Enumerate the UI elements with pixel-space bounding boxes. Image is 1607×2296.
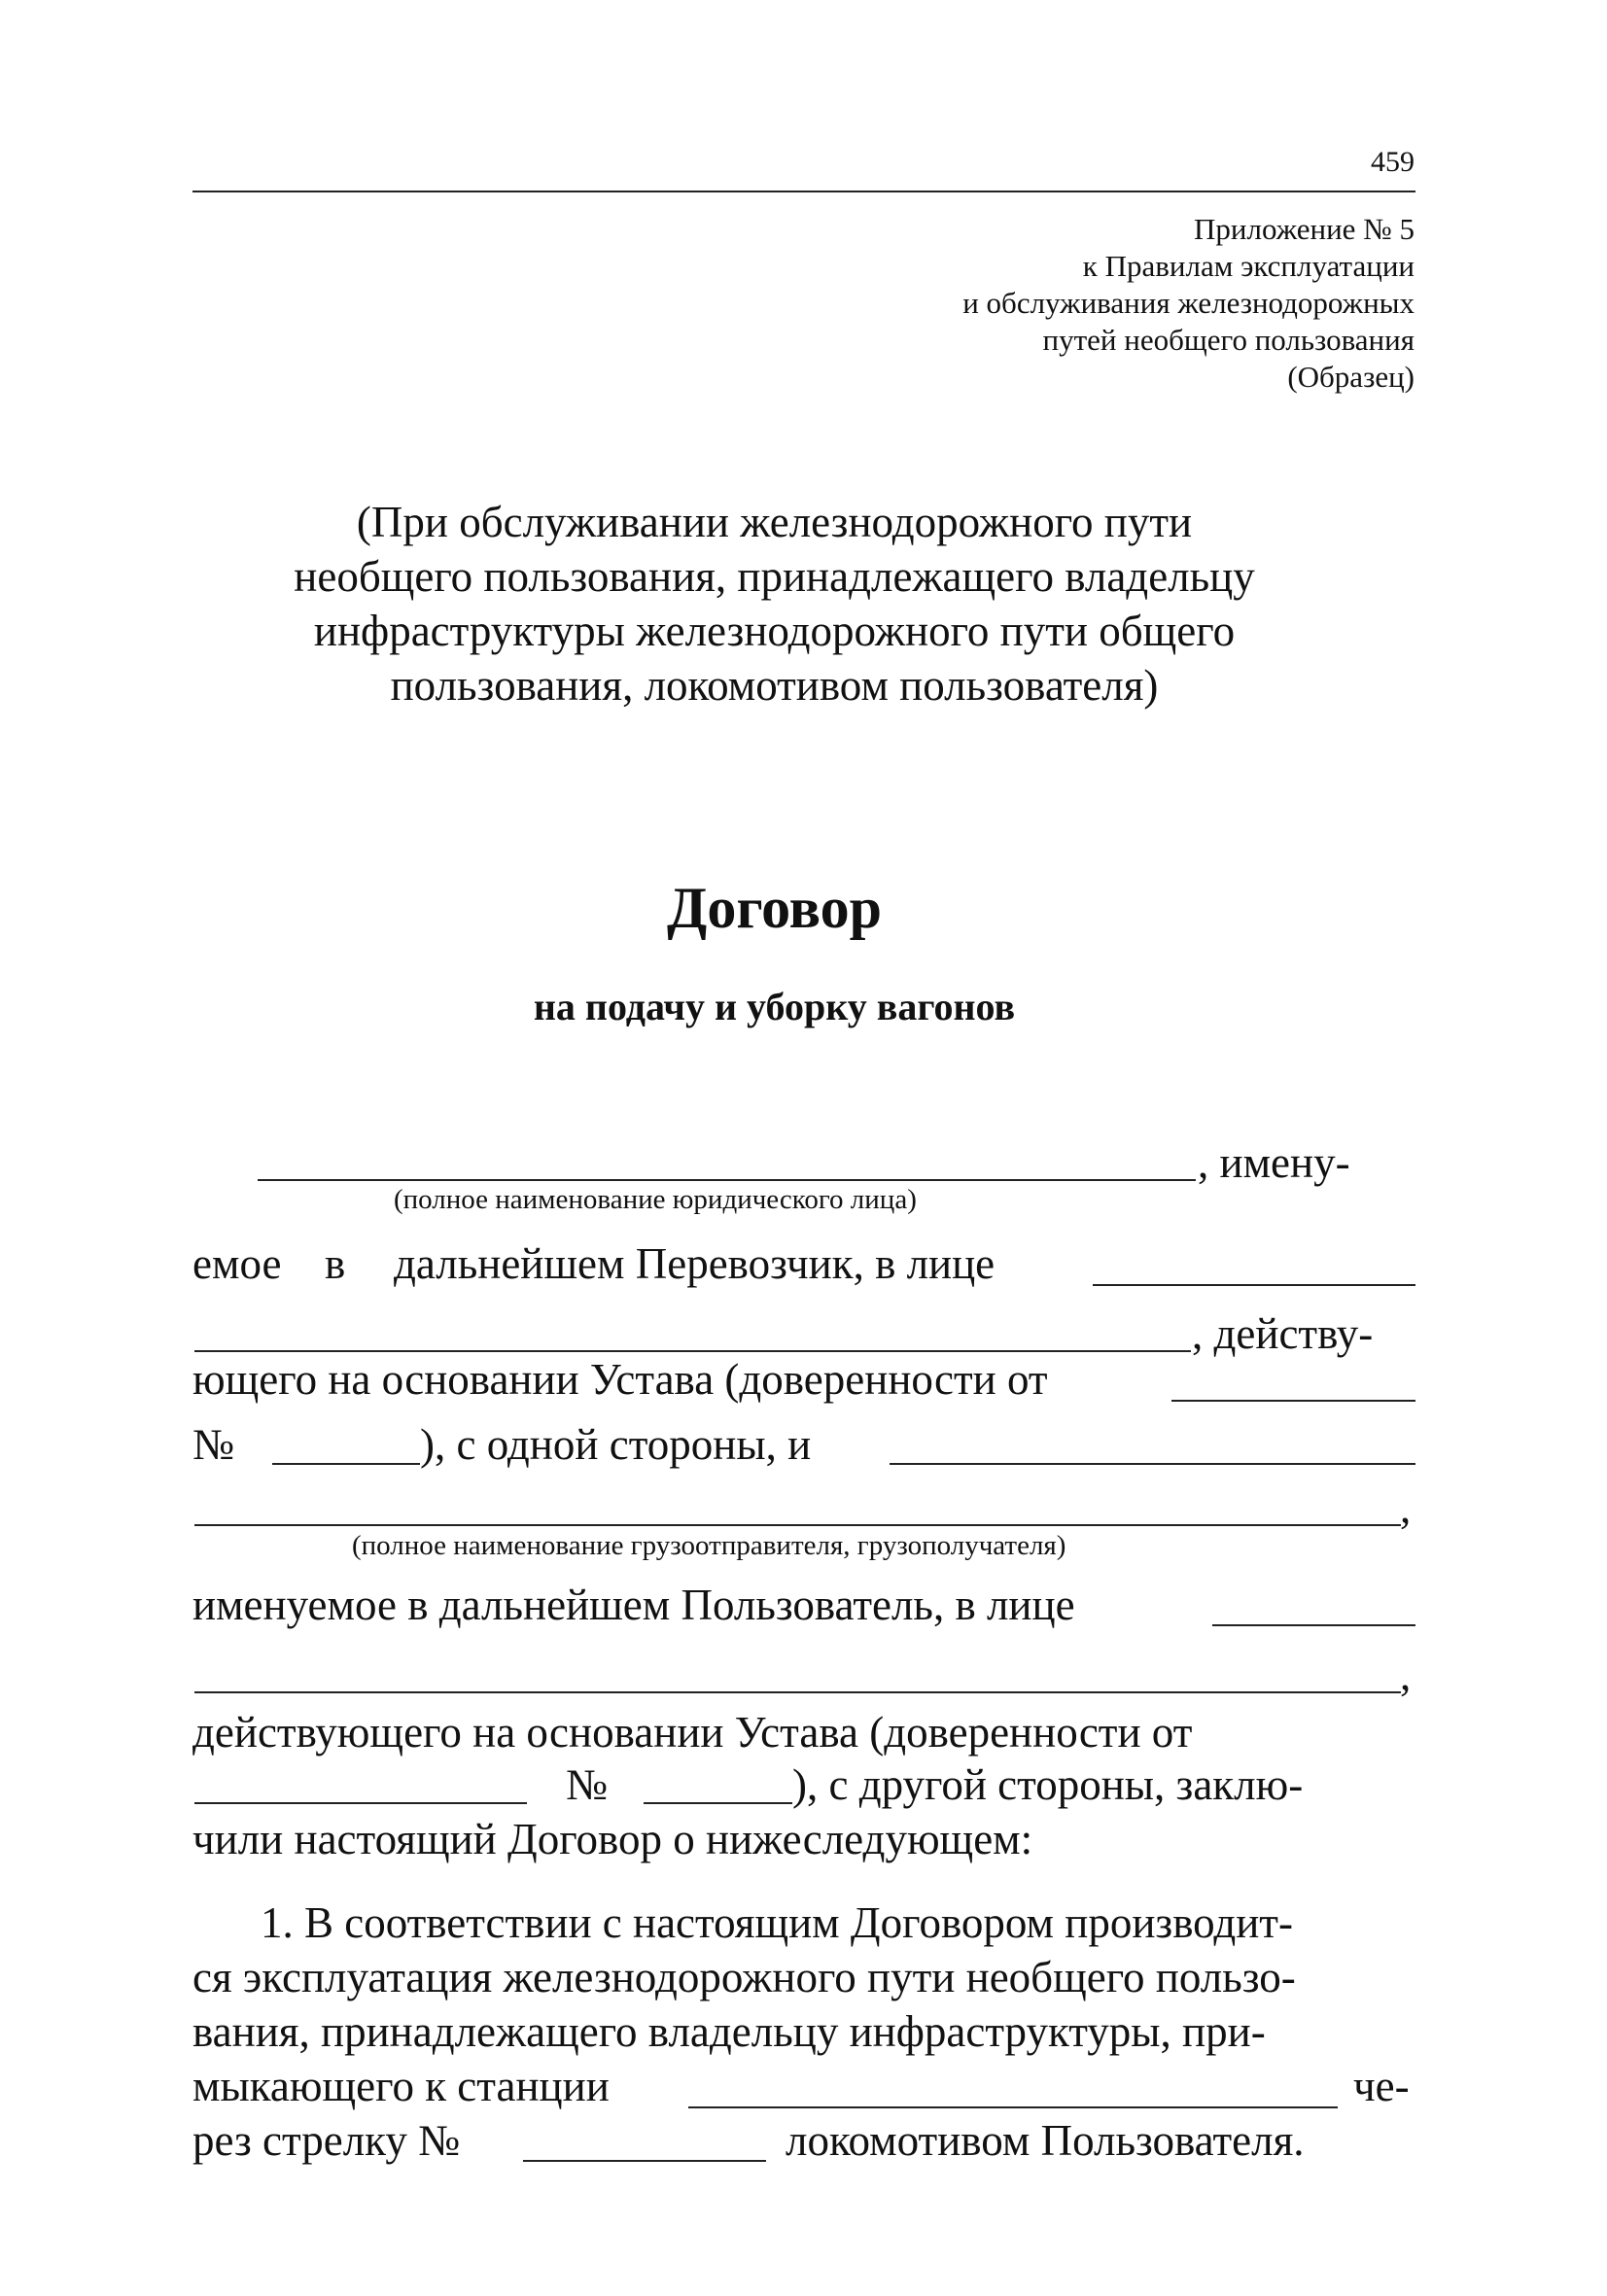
- appendix-line-1: Приложение № 5: [1194, 212, 1415, 246]
- form-line-5-b: ), с одной стороны, и: [420, 1420, 812, 1469]
- blank-carrier-power-number: [272, 1463, 420, 1465]
- blank-user-name-2: [194, 1524, 1401, 1526]
- form-line-9: действующего на основании Устава (доверенности от: [192, 1708, 1193, 1757]
- form-line-2-c: дальнейшем Перевозчик, в лице: [394, 1239, 996, 1288]
- intro-line-3: инфраструктуры железнодорожного пути общего: [313, 607, 1236, 655]
- form-line-3-end: , действу-: [1192, 1309, 1374, 1358]
- clause-1-line-4-b: че-: [1353, 2062, 1410, 2110]
- blank-carrier-power-date: [1171, 1400, 1415, 1402]
- intro-line-2: необщего пользования, принадлежащего владельцу: [294, 552, 1255, 601]
- clause-1-line-5-a: рез стрелку №: [192, 2116, 461, 2165]
- form-line-10-b: ), с другой стороны, заклю-: [792, 1760, 1304, 1809]
- blank-user-name-1: [890, 1463, 1415, 1465]
- caption-user-name: (полное наименование грузоотправителя, грузополучателя): [352, 1530, 1066, 1561]
- blank-carrier-rep-1: [1093, 1284, 1415, 1286]
- appendix-line-2: к Правилам эксплуатации: [1082, 249, 1415, 283]
- header-rule: [192, 191, 1415, 192]
- clause-1-line-4-a: мыкающего к станции: [192, 2062, 610, 2110]
- blank-user-power-number: [644, 1802, 792, 1804]
- blank-user-power-date: [194, 1802, 527, 1804]
- blank-user-rep-2: [194, 1691, 1401, 1693]
- document-title: Договор: [667, 876, 882, 940]
- blank-user-rep-1: [1212, 1624, 1415, 1626]
- intro-line-4: пользования, локомотивом пользователя): [390, 661, 1159, 710]
- clause-1-line-5-b: локомотивом Пользователя.: [786, 2116, 1305, 2165]
- form-line-8-end: ,: [1400, 1651, 1412, 1699]
- form-line-4: ющего на основании Устава (доверенности от: [192, 1355, 1048, 1404]
- blank-carrier-rep-2: [194, 1350, 1191, 1352]
- appendix-line-3: и обслуживания железнодорожных: [962, 286, 1415, 320]
- clause-1-line-2: ся эксплуатация железнодорожного пути необщего пользо-: [192, 1953, 1296, 2001]
- form-line-6-end: ,: [1400, 1483, 1412, 1532]
- form-line-7: именуемое в дальнейшем Пользователь, в лице: [192, 1581, 1075, 1629]
- blank-company-name: [258, 1179, 1196, 1181]
- clause-1-line-3: вания, принадлежащего владельцу инфраструктуры, при-: [192, 2007, 1266, 2056]
- blank-switch-number: [523, 2160, 766, 2162]
- form-line-2-a: емое: [192, 1239, 282, 1288]
- document-subtitle: на подачу и уборку вагонов: [533, 985, 1016, 1028]
- form-line-2-b: в: [325, 1239, 346, 1288]
- blank-station: [688, 2106, 1338, 2108]
- clause-1-line-1: 1. В соответствии с настоящим Договором производит-: [261, 1898, 1293, 1947]
- appendix-line-5: (Образец): [1287, 360, 1415, 394]
- intro-line-1: (При обслуживании железнодорожного пути: [356, 498, 1193, 546]
- page-number: 459: [1371, 146, 1415, 178]
- form-line-11: чили настоящий Договор о нижеследующем:: [192, 1815, 1033, 1863]
- appendix-line-4: путей необщего пользования: [1042, 323, 1415, 357]
- form-line-1-end: , имену-: [1198, 1138, 1350, 1187]
- form-line-5-a: №: [192, 1420, 234, 1469]
- caption-company-name: (полное наименование юридического лица): [394, 1184, 917, 1215]
- form-line-10-a: №: [566, 1760, 608, 1809]
